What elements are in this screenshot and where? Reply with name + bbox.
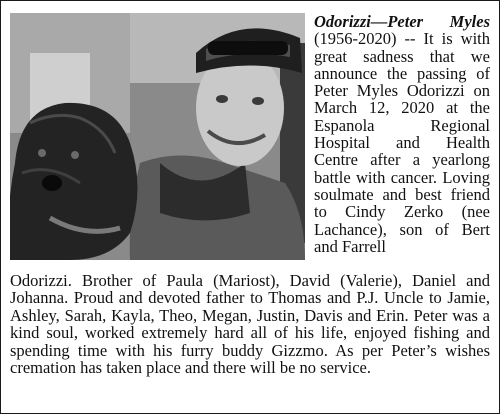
memorial-photo [10, 13, 305, 260]
obituary-intro [314, 13, 490, 255]
obituary-body: Odorizzi. Brother of Paula (Mariost), David (Valerie), Daniel and Johanna. Proud and devoted father to Thomas and P.J. Uncle to Jamie, Ashley, Sarah, Kayla, Theo, Megan, Justin, Davis and Erin. Peter was a kind soul, worked extremely hard all of his life, enjoyed fishing and spending time with his furry buddy Gizzmo. As per Peter’s wishes cremation has taken place and there will be no service. [10, 271, 490, 378]
obituary-intro-text: (1956-2020) -- It is with great sadness that we announce the passing of Peter Myles Odorizzi on March 12, 2020 at the Espanola Regional Hospital and Health Centre after a yearlong battle with cancer. Loving soulmate and best friend to Cindy Zerko (nee Lachance), son of Bert and Farrell [314, 29, 490, 256]
deceased-name: Odorizzi—Peter Myles [314, 12, 490, 31]
